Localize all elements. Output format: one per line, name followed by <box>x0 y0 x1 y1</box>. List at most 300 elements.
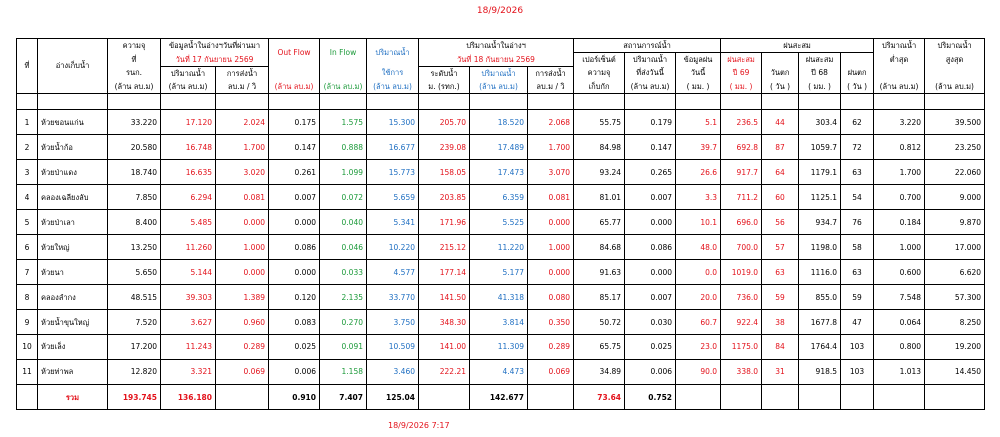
header-cur-group: ปริมาณน้ำในอ่างฯ <box>419 39 574 53</box>
totals-row <box>17 385 985 410</box>
table-row <box>17 135 985 160</box>
cell-level: 141.00 <box>419 335 470 360</box>
table-row <box>17 235 985 260</box>
totals-cur-vol: 142.677 <box>470 385 528 410</box>
cell-cur-vol: 11.220 <box>470 235 528 260</box>
header-sent-3: (ล้าน ลบ.ม) <box>625 80 676 94</box>
cell-sent: 0.000 <box>625 260 676 285</box>
cell-percent: 55.75 <box>574 110 625 135</box>
cell-min: 0.064 <box>874 310 925 335</box>
header-outflow: Out Flow <box>269 39 320 67</box>
cell-rain68: 1125.1 <box>799 185 841 210</box>
cell-sent: 0.030 <box>625 310 676 335</box>
cell-no: 3 <box>17 160 38 185</box>
cell-days68: 76 <box>841 210 874 235</box>
cell-rain68: 1059.7 <box>799 135 841 160</box>
cell-cur-rel: 0.350 <box>528 310 574 335</box>
footer-timestamp: 18/9/2026 7:17 <box>388 421 450 430</box>
cell-usable: 4.577 <box>367 260 419 285</box>
cell-name: ห้วยท่าพล <box>38 359 108 384</box>
header-usable-3: (ล้าน ลบ.ม) <box>367 80 419 94</box>
cell-prev-vol: 11.243 <box>161 335 216 360</box>
header-rain68-2: ปี 68 <box>799 66 841 80</box>
header-rain69-1: ฝนสะสม <box>721 53 762 67</box>
cell-name: ห้วยน้ำก้อ <box>38 135 108 160</box>
cell-sent: 0.000 <box>625 210 676 235</box>
cell-rain: 60.7 <box>676 310 721 335</box>
cell-rain69: 696.0 <box>721 210 762 235</box>
cell-cur-rel: 0.000 <box>528 260 574 285</box>
cell-percent: 34.89 <box>574 359 625 384</box>
cell-rain: 20.0 <box>676 285 721 310</box>
cell-no: 11 <box>17 359 38 384</box>
cell-rain68: 1116.0 <box>799 260 841 285</box>
header-percent-3: เก็บกัก <box>574 80 625 94</box>
cell-cur-vol: 18.520 <box>470 110 528 135</box>
header-days69-2: ( วัน ) <box>762 80 799 94</box>
cell-cur-rel: 0.289 <box>528 335 574 360</box>
header-prev-date: วันที่ 17 กันยายน 2569 <box>161 53 269 67</box>
header-sent-1: ปริมาณน้ำ <box>625 53 676 67</box>
cell-prev-rel: 1.389 <box>216 285 269 310</box>
cell-rain68: 1677.8 <box>799 310 841 335</box>
cell-rain68: 855.0 <box>799 285 841 310</box>
header-prev-vol-2: (ล้าน ลบ.ม) <box>161 80 216 94</box>
totals-label: รวม <box>38 385 108 410</box>
header-rain-group: ฝนสะสม <box>721 39 874 53</box>
cell-rain69: 236.5 <box>721 110 762 135</box>
totals-percent: 73.64 <box>574 385 625 410</box>
cell-prev-rel: 1.700 <box>216 135 269 160</box>
cell-no: 5 <box>17 210 38 235</box>
cell-inflow: 2.135 <box>320 285 367 310</box>
cell-rain68: 918.5 <box>799 359 841 384</box>
cell-no: 1 <box>17 110 38 135</box>
totals-usable: 125.04 <box>367 385 419 410</box>
cell-level: 171.96 <box>419 210 470 235</box>
cell-prev-vol: 16.635 <box>161 160 216 185</box>
cell-prev-vol: 11.260 <box>161 235 216 260</box>
cell-prev-vol: 39.303 <box>161 285 216 310</box>
cell-percent: 65.75 <box>574 335 625 360</box>
cell-days68: 54 <box>841 185 874 210</box>
cell-usable: 10.509 <box>367 335 419 360</box>
table-header <box>17 39 985 94</box>
cell-level: 222.21 <box>419 359 470 384</box>
cell-max: 22.060 <box>925 160 985 185</box>
header-capacity-3: รนก. <box>108 66 161 80</box>
cell-level: 177.14 <box>419 260 470 285</box>
cell-level: 158.05 <box>419 160 470 185</box>
totals-outflow: 0.910 <box>269 385 320 410</box>
header-prev-group: ข้อมูลน้ำในอ่างฯวันที่ผ่านมา <box>161 39 269 53</box>
cell-cur-vol: 3.814 <box>470 310 528 335</box>
cell-usable: 15.300 <box>367 110 419 135</box>
cell-max: 17.000 <box>925 235 985 260</box>
header-capacity-1: ความจุ <box>108 39 161 53</box>
cell-min: 1.000 <box>874 235 925 260</box>
cell-capacity: 12.820 <box>108 359 161 384</box>
cell-min: 1.013 <box>874 359 925 384</box>
cell-rain69: 1019.0 <box>721 260 762 285</box>
cell-min: 0.812 <box>874 135 925 160</box>
cell-days68: 103 <box>841 335 874 360</box>
table-row <box>17 335 985 360</box>
cell-percent: 84.68 <box>574 235 625 260</box>
cell-days69: 63 <box>762 260 799 285</box>
cell-days68: 58 <box>841 235 874 260</box>
cell-rain69: 736.0 <box>721 285 762 310</box>
header-prev-rel-2: ลบ.ม / วิ <box>216 80 269 94</box>
cell-name: ห้วยใหญ่ <box>38 235 108 260</box>
cell-percent: 85.17 <box>574 285 625 310</box>
cell-sent: 0.265 <box>625 160 676 185</box>
cell-days68: 72 <box>841 135 874 160</box>
cell-percent: 84.98 <box>574 135 625 160</box>
header-inflow-2: (ล้าน ลบ.ม) <box>320 80 367 94</box>
header-sent-2: ที่ส่งวันนี้ <box>625 66 676 80</box>
cell-inflow: 1.158 <box>320 359 367 384</box>
cell-rain: 48.0 <box>676 235 721 260</box>
cell-percent: 65.77 <box>574 210 625 235</box>
cell-outflow: 0.007 <box>269 185 320 210</box>
cell-cur-rel: 0.000 <box>528 210 574 235</box>
cell-days69: 84 <box>762 335 799 360</box>
cell-days69: 31 <box>762 359 799 384</box>
cell-percent: 50.72 <box>574 310 625 335</box>
cell-min: 0.700 <box>874 185 925 210</box>
cell-days68: 103 <box>841 359 874 384</box>
table-row <box>17 185 985 210</box>
cell-name: ห้วยขอนแก่น <box>38 110 108 135</box>
cell-max: 39.500 <box>925 110 985 135</box>
cell-rain69: 922.4 <box>721 310 762 335</box>
cell-outflow: 0.006 <box>269 359 320 384</box>
header-min-3: (ล้าน ลบ.ม) <box>874 80 925 94</box>
cell-rain68: 934.7 <box>799 210 841 235</box>
cell-rain: 23.0 <box>676 335 721 360</box>
cell-sent: 0.006 <box>625 359 676 384</box>
cell-prev-rel: 0.000 <box>216 210 269 235</box>
header-rain68-1: ฝนสะสม <box>799 53 841 67</box>
cell-rain: 5.1 <box>676 110 721 135</box>
cell-prev-rel: 0.081 <box>216 185 269 210</box>
cell-percent: 81.01 <box>574 185 625 210</box>
header-days69-1: วันตก <box>762 66 799 80</box>
cell-cur-vol: 5.177 <box>470 260 528 285</box>
cell-cur-vol: 17.473 <box>470 160 528 185</box>
cell-outflow: 0.083 <box>269 310 320 335</box>
cell-usable: 33.770 <box>367 285 419 310</box>
cell-rain: 26.6 <box>676 160 721 185</box>
cell-inflow: 1.575 <box>320 110 367 135</box>
header-max-2: สูงสุด <box>925 53 985 67</box>
table-row <box>17 110 985 135</box>
cell-capacity: 33.220 <box>108 110 161 135</box>
cell-rain68: 303.4 <box>799 110 841 135</box>
cell-cur-rel: 1.700 <box>528 135 574 160</box>
cell-prev-vol: 16.748 <box>161 135 216 160</box>
cell-days68: 63 <box>841 260 874 285</box>
cell-level: 348.30 <box>419 310 470 335</box>
cell-days69: 44 <box>762 110 799 135</box>
cell-rain68: 1764.4 <box>799 335 841 360</box>
cell-usable: 3.750 <box>367 310 419 335</box>
cell-rain: 90.0 <box>676 359 721 384</box>
table-row <box>17 359 985 384</box>
cell-prev-rel: 0.069 <box>216 359 269 384</box>
cell-usable: 15.773 <box>367 160 419 185</box>
header-min-1: ปริมาณน้ำ <box>874 39 925 53</box>
cell-inflow: 0.046 <box>320 235 367 260</box>
cell-rain69: 338.0 <box>721 359 762 384</box>
cell-max: 14.450 <box>925 359 985 384</box>
cell-level: 203.85 <box>419 185 470 210</box>
cell-outflow: 0.175 <box>269 110 320 135</box>
totals-capacity: 193.745 <box>108 385 161 410</box>
cell-inflow: 0.072 <box>320 185 367 210</box>
cell-name: ห้วยนา <box>38 260 108 285</box>
cell-usable: 16.677 <box>367 135 419 160</box>
cell-cur-rel: 2.068 <box>528 110 574 135</box>
cell-no: 10 <box>17 335 38 360</box>
totals-inflow: 7.407 <box>320 385 367 410</box>
cell-cur-vol: 5.525 <box>470 210 528 235</box>
header-rain-2: วันนี้ <box>676 66 721 80</box>
cell-outflow: 0.025 <box>269 335 320 360</box>
cell-max: 6.620 <box>925 260 985 285</box>
cell-rain69: 711.2 <box>721 185 762 210</box>
reservoir-table <box>16 38 985 410</box>
cell-prev-vol: 6.294 <box>161 185 216 210</box>
header-max-3: (ล้าน ลบ.ม) <box>925 80 985 94</box>
cell-prev-rel: 3.020 <box>216 160 269 185</box>
cell-level: 141.50 <box>419 285 470 310</box>
cell-cur-rel: 0.081 <box>528 185 574 210</box>
cell-days68: 63 <box>841 160 874 185</box>
header-max-1: ปริมาณน้ำ <box>925 39 985 53</box>
cell-max: 9.870 <box>925 210 985 235</box>
cell-max: 9.000 <box>925 185 985 210</box>
cell-prev-vol: 3.627 <box>161 310 216 335</box>
cell-cur-rel: 0.080 <box>528 285 574 310</box>
cell-usable: 5.341 <box>367 210 419 235</box>
header-cur-vol-2: (ล้าน ลบ.ม) <box>470 80 528 94</box>
totals-sent: 0.752 <box>625 385 676 410</box>
totals-prev-vol: 136.180 <box>161 385 216 410</box>
cell-min: 1.700 <box>874 160 925 185</box>
cell-inflow: 1.099 <box>320 160 367 185</box>
cell-sent: 0.179 <box>625 110 676 135</box>
cell-outflow: 0.000 <box>269 210 320 235</box>
cell-min: 3.220 <box>874 110 925 135</box>
table-row <box>17 210 985 235</box>
cell-rain69: 692.8 <box>721 135 762 160</box>
table-row <box>17 285 985 310</box>
cell-days69: 56 <box>762 210 799 235</box>
table-row <box>17 310 985 335</box>
cell-prev-rel: 0.960 <box>216 310 269 335</box>
cell-no: 7 <box>17 260 38 285</box>
header-level-1: ระดับน้ำ <box>419 66 470 80</box>
report-date: 18/9/2026 <box>476 6 524 16</box>
cell-name: ห้วยน้ำขุนใหญ่ <box>38 310 108 335</box>
cell-days69: 38 <box>762 310 799 335</box>
cell-inflow: 0.033 <box>320 260 367 285</box>
cell-cur-vol: 17.489 <box>470 135 528 160</box>
cell-prev-rel: 1.000 <box>216 235 269 260</box>
cell-prev-vol: 17.120 <box>161 110 216 135</box>
cell-rain68: 1198.0 <box>799 235 841 260</box>
cell-days69: 87 <box>762 135 799 160</box>
cell-outflow: 0.086 <box>269 235 320 260</box>
header-capacity-4: (ล้าน ลบ.ม) <box>108 80 161 94</box>
cell-usable: 5.659 <box>367 185 419 210</box>
header-status-group: สถานการณ์น้ำ <box>574 39 721 53</box>
cell-usable: 10.220 <box>367 235 419 260</box>
cell-max: 23.250 <box>925 135 985 160</box>
header-percent-2: ความจุ <box>574 66 625 80</box>
cell-prev-rel: 2.024 <box>216 110 269 135</box>
cell-min: 0.600 <box>874 260 925 285</box>
header-cur-vol-1: ปริมาณน้ำ <box>470 66 528 80</box>
cell-outflow: 0.000 <box>269 260 320 285</box>
header-usable-2: ใช้การ <box>367 66 419 80</box>
cell-prev-rel: 0.289 <box>216 335 269 360</box>
cell-capacity: 18.740 <box>108 160 161 185</box>
cell-outflow: 0.147 <box>269 135 320 160</box>
header-days68-1: ฝนตก <box>841 66 874 80</box>
table-totals <box>17 385 985 410</box>
cell-name: ห้วยป่าแดง <box>38 160 108 185</box>
cell-rain69: 917.7 <box>721 160 762 185</box>
cell-cur-rel: 0.069 <box>528 359 574 384</box>
cell-usable: 3.460 <box>367 359 419 384</box>
cell-capacity: 7.850 <box>108 185 161 210</box>
header-min-2: ต่ำสุด <box>874 53 925 67</box>
cell-capacity: 17.200 <box>108 335 161 360</box>
cell-level: 215.12 <box>419 235 470 260</box>
cell-name: ห้วยเล็ง <box>38 335 108 360</box>
table-row <box>17 160 985 185</box>
cell-outflow: 0.120 <box>269 285 320 310</box>
header-outflow-2: (ล้าน ลบ.ม) <box>269 80 320 94</box>
cell-inflow: 0.091 <box>320 335 367 360</box>
cell-days68: 47 <box>841 310 874 335</box>
cell-rain69: 700.0 <box>721 235 762 260</box>
cell-min: 0.800 <box>874 335 925 360</box>
cell-name: คลองเฉลียงลับ <box>38 185 108 210</box>
cell-capacity: 48.515 <box>108 285 161 310</box>
cell-sent: 0.007 <box>625 285 676 310</box>
cell-days68: 59 <box>841 285 874 310</box>
cell-sent: 0.025 <box>625 335 676 360</box>
header-cur-date: วันที่ 18 กันยายน 2569 <box>419 53 574 67</box>
cell-outflow: 0.261 <box>269 160 320 185</box>
cell-days69: 60 <box>762 185 799 210</box>
cell-max: 8.250 <box>925 310 985 335</box>
cell-days69: 59 <box>762 285 799 310</box>
cell-prev-vol: 3.321 <box>161 359 216 384</box>
cell-prev-vol: 5.144 <box>161 260 216 285</box>
cell-sent: 0.007 <box>625 185 676 210</box>
cell-cur-vol: 41.318 <box>470 285 528 310</box>
cell-no: 9 <box>17 310 38 335</box>
cell-rain: 3.3 <box>676 185 721 210</box>
cell-rain: 0.0 <box>676 260 721 285</box>
cell-name: ห้วยป่าเลา <box>38 210 108 235</box>
header-rain-3: ( มม. ) <box>676 80 721 94</box>
cell-sent: 0.086 <box>625 235 676 260</box>
cell-percent: 91.63 <box>574 260 625 285</box>
cell-capacity: 13.250 <box>108 235 161 260</box>
cell-prev-vol: 5.485 <box>161 210 216 235</box>
cell-capacity: 5.650 <box>108 260 161 285</box>
header-percent-1: เปอร์เซ็นต์ <box>574 53 625 67</box>
cell-capacity: 7.520 <box>108 310 161 335</box>
cell-cur-vol: 4.473 <box>470 359 528 384</box>
header-rain68-3: ( มม. ) <box>799 80 841 94</box>
cell-rain: 39.7 <box>676 135 721 160</box>
cell-min: 7.548 <box>874 285 925 310</box>
cell-days69: 64 <box>762 160 799 185</box>
header-cur-rel-2: ลบ.ม / วิ <box>528 80 574 94</box>
header-inflow: In Flow <box>320 39 367 67</box>
table-body <box>17 93 985 384</box>
header-no: ที่ <box>17 39 38 94</box>
cell-min: 0.184 <box>874 210 925 235</box>
cell-percent: 93.24 <box>574 160 625 185</box>
cell-name: คลองลำกง <box>38 285 108 310</box>
header-level-2: ม. (รทก.) <box>419 80 470 94</box>
header-reservoir: อ่างเก็บน้ำ <box>38 39 108 94</box>
cell-rain68: 1179.1 <box>799 160 841 185</box>
header-capacity-2: ที่ <box>108 53 161 67</box>
cell-no: 2 <box>17 135 38 160</box>
header-rain-1: ข้อมูลฝน <box>676 53 721 67</box>
cell-inflow: 0.040 <box>320 210 367 235</box>
cell-level: 205.70 <box>419 110 470 135</box>
cell-level: 239.08 <box>419 135 470 160</box>
header-rain69-3: ( มม. ) <box>721 80 762 94</box>
cell-no: 8 <box>17 285 38 310</box>
cell-rain69: 1175.0 <box>721 335 762 360</box>
cell-cur-rel: 3.070 <box>528 160 574 185</box>
cell-max: 19.200 <box>925 335 985 360</box>
cell-max: 57.300 <box>925 285 985 310</box>
cell-capacity: 20.580 <box>108 135 161 160</box>
cell-days69: 57 <box>762 235 799 260</box>
cell-no: 4 <box>17 185 38 210</box>
cell-inflow: 0.888 <box>320 135 367 160</box>
cell-cur-rel: 1.000 <box>528 235 574 260</box>
cell-cur-vol: 6.359 <box>470 185 528 210</box>
cell-capacity: 8.400 <box>108 210 161 235</box>
header-cur-rel-1: การส่งน้ำ <box>528 66 574 80</box>
header-rain69-2: ปี 69 <box>721 66 762 80</box>
cell-sent: 0.147 <box>625 135 676 160</box>
header-prev-rel-1: การส่งน้ำ <box>216 66 269 80</box>
header-prev-vol-1: ปริมาณน้ำ <box>161 66 216 80</box>
header-days68-2: ( วัน ) <box>841 80 874 94</box>
cell-inflow: 0.270 <box>320 310 367 335</box>
cell-rain: 10.1 <box>676 210 721 235</box>
cell-prev-rel: 0.000 <box>216 260 269 285</box>
cell-no: 6 <box>17 235 38 260</box>
cell-cur-vol: 11.309 <box>470 335 528 360</box>
table-row <box>17 260 985 285</box>
cell-days68: 62 <box>841 110 874 135</box>
